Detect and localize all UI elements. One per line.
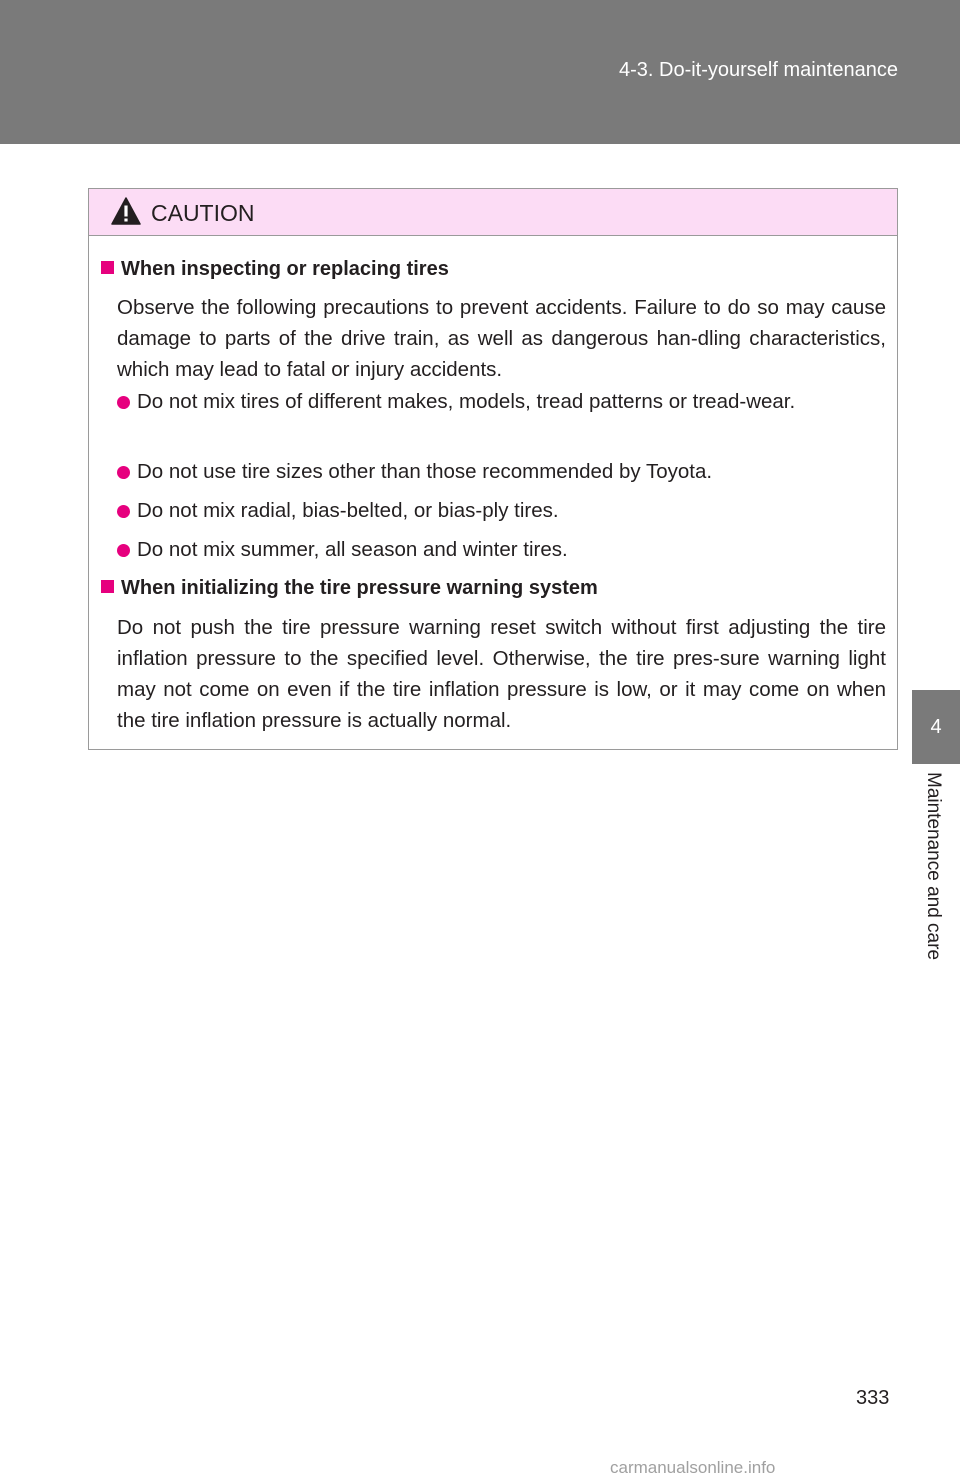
chapter-label: Maintenance and care xyxy=(923,772,944,961)
section-paragraph: Observe the following precautions to prevent accidents. Failure to do so may cause damage to parts of the drive train, as well as dangerous han-dling characteristics, which may lead to fatal or injury accidents. xyxy=(117,296,886,381)
section-heading: When inspecting or replacing tires xyxy=(101,258,449,281)
page-number: 333 xyxy=(856,1387,890,1409)
round-bullet-icon xyxy=(117,544,130,557)
square-bullet-icon xyxy=(101,580,114,593)
round-bullet-icon xyxy=(117,466,130,479)
list-item: Do not mix tires of different makes, models, tread patterns or tread-wear. xyxy=(117,386,886,417)
caution-header xyxy=(89,189,897,236)
caution-box xyxy=(88,188,898,750)
section-paragraph: Do not push the tire pressure warning reset switch without first adjusting the tire inflation pressure to the specified level. Otherwise, the tire pres-sure warning light may not come on even if the tire inflation pressure is low, or it may come on when the tire inflation pressure is actually normal. xyxy=(117,616,886,732)
section-heading: When initializing the tire pressure warning system xyxy=(101,577,598,600)
list-item: Do not mix summer, all season and winter tires. xyxy=(117,534,886,565)
chapter-side-tab xyxy=(912,690,960,1042)
round-bullet-icon xyxy=(117,505,130,518)
page-header xyxy=(0,0,960,144)
section-title: 4-3. Do-it-yourself maintenance xyxy=(618,59,898,81)
caution-title: CAUTION xyxy=(151,200,255,226)
round-bullet-icon xyxy=(117,396,130,409)
warning-triangle-icon xyxy=(111,197,141,225)
square-bullet-icon xyxy=(101,261,114,274)
list-item: Do not use tire sizes other than those recommended by Toyota. xyxy=(117,456,886,487)
chapter-number: 4 xyxy=(912,690,960,764)
watermark: carmanualsonline.info xyxy=(610,1458,776,1477)
list-item: Do not mix radial, bias-belted, or bias-ply tires. xyxy=(117,495,886,526)
